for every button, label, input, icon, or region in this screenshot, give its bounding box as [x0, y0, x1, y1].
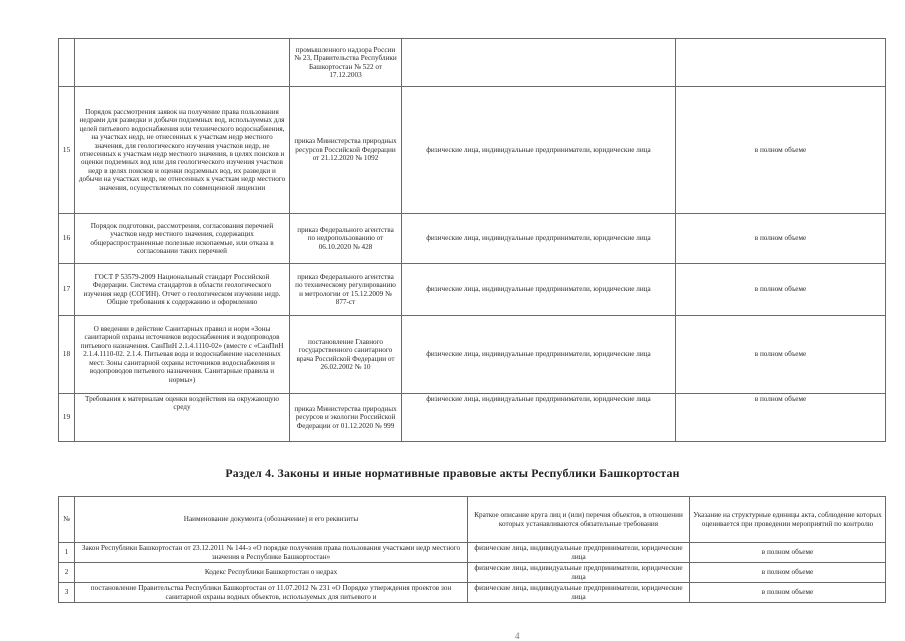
table-header-row — [59, 497, 886, 543]
row-number: 3 — [59, 583, 75, 603]
scope-cell: в полном объеме — [690, 543, 886, 563]
scope-cell: в полном объеме — [690, 583, 886, 603]
document-name: О введении в действие Санитарных правил и норм «Зоны санитарной охраны источников водоснабжения и водопроводов питьевого назначения. СанПиН 2.1.4.1110-02» (вместе с «СанПиН 2.1.4.1110-02. 2.1.4. Питьевая вода и водоснабжение населенных мест. Зоны санитарной охраны источников водоснабжения и водопроводов питьевого назначения. Санитарные правила и нормы») — [75, 316, 290, 394]
scope-cell: в полном объеме — [676, 316, 886, 394]
regional-acts-table — [58, 496, 886, 603]
scope-cell: в полном объеме — [676, 394, 886, 442]
issuing-act: промышленного надзора России № 23, Правительства Республики Башкортостан № 522 от 17.12.2003 — [290, 39, 402, 87]
subjects-cell: физические лица, индивидуальные предприниматели, юридические лица — [468, 543, 690, 563]
document-name: постановление Правительства Республики Башкортостан от 11.07.2012 № 231 «О Порядке утверждения проектов зон санитарной охраны водных объектов, используемых для питьевого и — [75, 583, 468, 603]
table-row — [59, 316, 886, 394]
table-row — [59, 39, 886, 87]
table-row — [59, 214, 886, 264]
section-heading: Раздел 4. Законы и иные нормативные правовые акты Республики Башкортостан — [225, 466, 680, 480]
issuing-act: постановление Главного государственного санитарного врача Российской Федерации от 26.02.2002 № 10 — [290, 316, 402, 394]
document-name: Кодекс Республики Башкортостан о недрах — [75, 563, 468, 583]
scope-cell: в полном объеме — [676, 264, 886, 316]
issuing-act: приказ Федерального агентства по недропользованию от 06.10.2020 № 428 — [290, 214, 402, 264]
document-name: Требования к материалам оценки воздействия на окружающую среду — [75, 394, 290, 442]
row-number: 16 — [59, 214, 75, 264]
issuing-act: приказ Министерства природных ресурсов и экологии Российской Федерации от 01.12.2020 № 999 — [290, 394, 402, 442]
subjects-cell: физические лица, индивидуальные предприниматели, юридические лица — [468, 583, 690, 603]
column-header-subjects: Краткое описание круга лиц и (или) перечня объектов, в отношении которых устанавливаются обязательные требования — [468, 497, 690, 543]
table-row — [59, 264, 886, 316]
scope-cell: в полном объеме — [676, 87, 886, 214]
table-row — [59, 394, 886, 442]
scope-cell: в полном объеме — [690, 563, 886, 583]
column-header-document-name: Наименование документа (обозначение) и его реквизиты — [75, 497, 468, 543]
table-row — [59, 563, 886, 583]
row-number: 19 — [59, 394, 75, 442]
subjects-cell: физические лица, индивидуальные предприниматели, юридические лица — [402, 394, 676, 442]
scope-cell: в полном объеме — [676, 214, 886, 264]
subjects-cell: физические лица, индивидуальные предприниматели, юридические лица — [402, 264, 676, 316]
issuing-act: приказ Министерства природных ресурсов Российской Федерации от 21.12.2020 № 1092 — [290, 87, 402, 214]
document-name — [75, 39, 290, 87]
subjects-cell: физические лица, индивидуальные предприниматели, юридические лица — [402, 316, 676, 394]
row-number: 2 — [59, 563, 75, 583]
table-row — [59, 543, 886, 563]
subjects-cell: физические лица, индивидуальные предприниматели, юридические лица — [468, 563, 690, 583]
subjects-cell: физические лица, индивидуальные предприниматели, юридические лица — [402, 214, 676, 264]
issuing-act: приказ Федерального агентства по техническому регулированию и метрологии от 15.12.2009 № 877-ст — [290, 264, 402, 316]
document-name: ГОСТ Р 53579-2009 Национальный стандарт Российской Федерации. Система стандартов в области геологического изучения недр (СОГИН). Отчет о геологическом изучении недр. Общие требования к содержанию и оформлению — [75, 264, 290, 316]
subjects-cell: физические лица, индивидуальные предприниматели, юридические лица — [402, 87, 676, 214]
row-number: 18 — [59, 316, 75, 394]
document-name: Порядок рассмотрения заявок на получение права пользования недрами для разведки и добычи подземных вод, используемых для целей питьевого водоснабжения или технического водоснабжения, на участках недр, не отнесенных к участкам недр местного значения, для геологического изучения участков недр, не отнесенных к участкам недр местного значения, в целях поисков и оценки подземных вод или для геологического изучения участков недр в целях поисков и оценки подземных вод, их разведки и добычи на участках недр, не отнесенных к участкам недр местного значения, осуществляемых по совмещенной лицензии — [75, 87, 290, 214]
table-row — [59, 583, 886, 603]
column-header-number: № — [59, 497, 75, 543]
row-number — [59, 39, 75, 87]
scope-cell — [676, 39, 886, 87]
row-number: 17 — [59, 264, 75, 316]
document-name: Закон Республики Башкортостан от 23.12.2011 № 144-з «О порядке получения права пользования участками недр местного значения в Республике Башкортостан» — [75, 543, 468, 563]
document-name: Порядок подготовки, рассмотрения, согласования перечней участков недр местного значения, содержащих общераспространенные полезные ископаемые, или отказа в согласовании таких перечней — [75, 214, 290, 264]
subjects-cell — [402, 39, 676, 87]
row-number: 15 — [59, 87, 75, 214]
page-number: 4 — [515, 631, 520, 641]
row-number: 1 — [59, 543, 75, 563]
column-header-scope: Указание на структурные единицы акта, соблюдение которых оценивается при проведении мероприятий по контролю — [690, 497, 886, 543]
requirements-table-continued — [58, 38, 886, 442]
table-row — [59, 87, 886, 214]
